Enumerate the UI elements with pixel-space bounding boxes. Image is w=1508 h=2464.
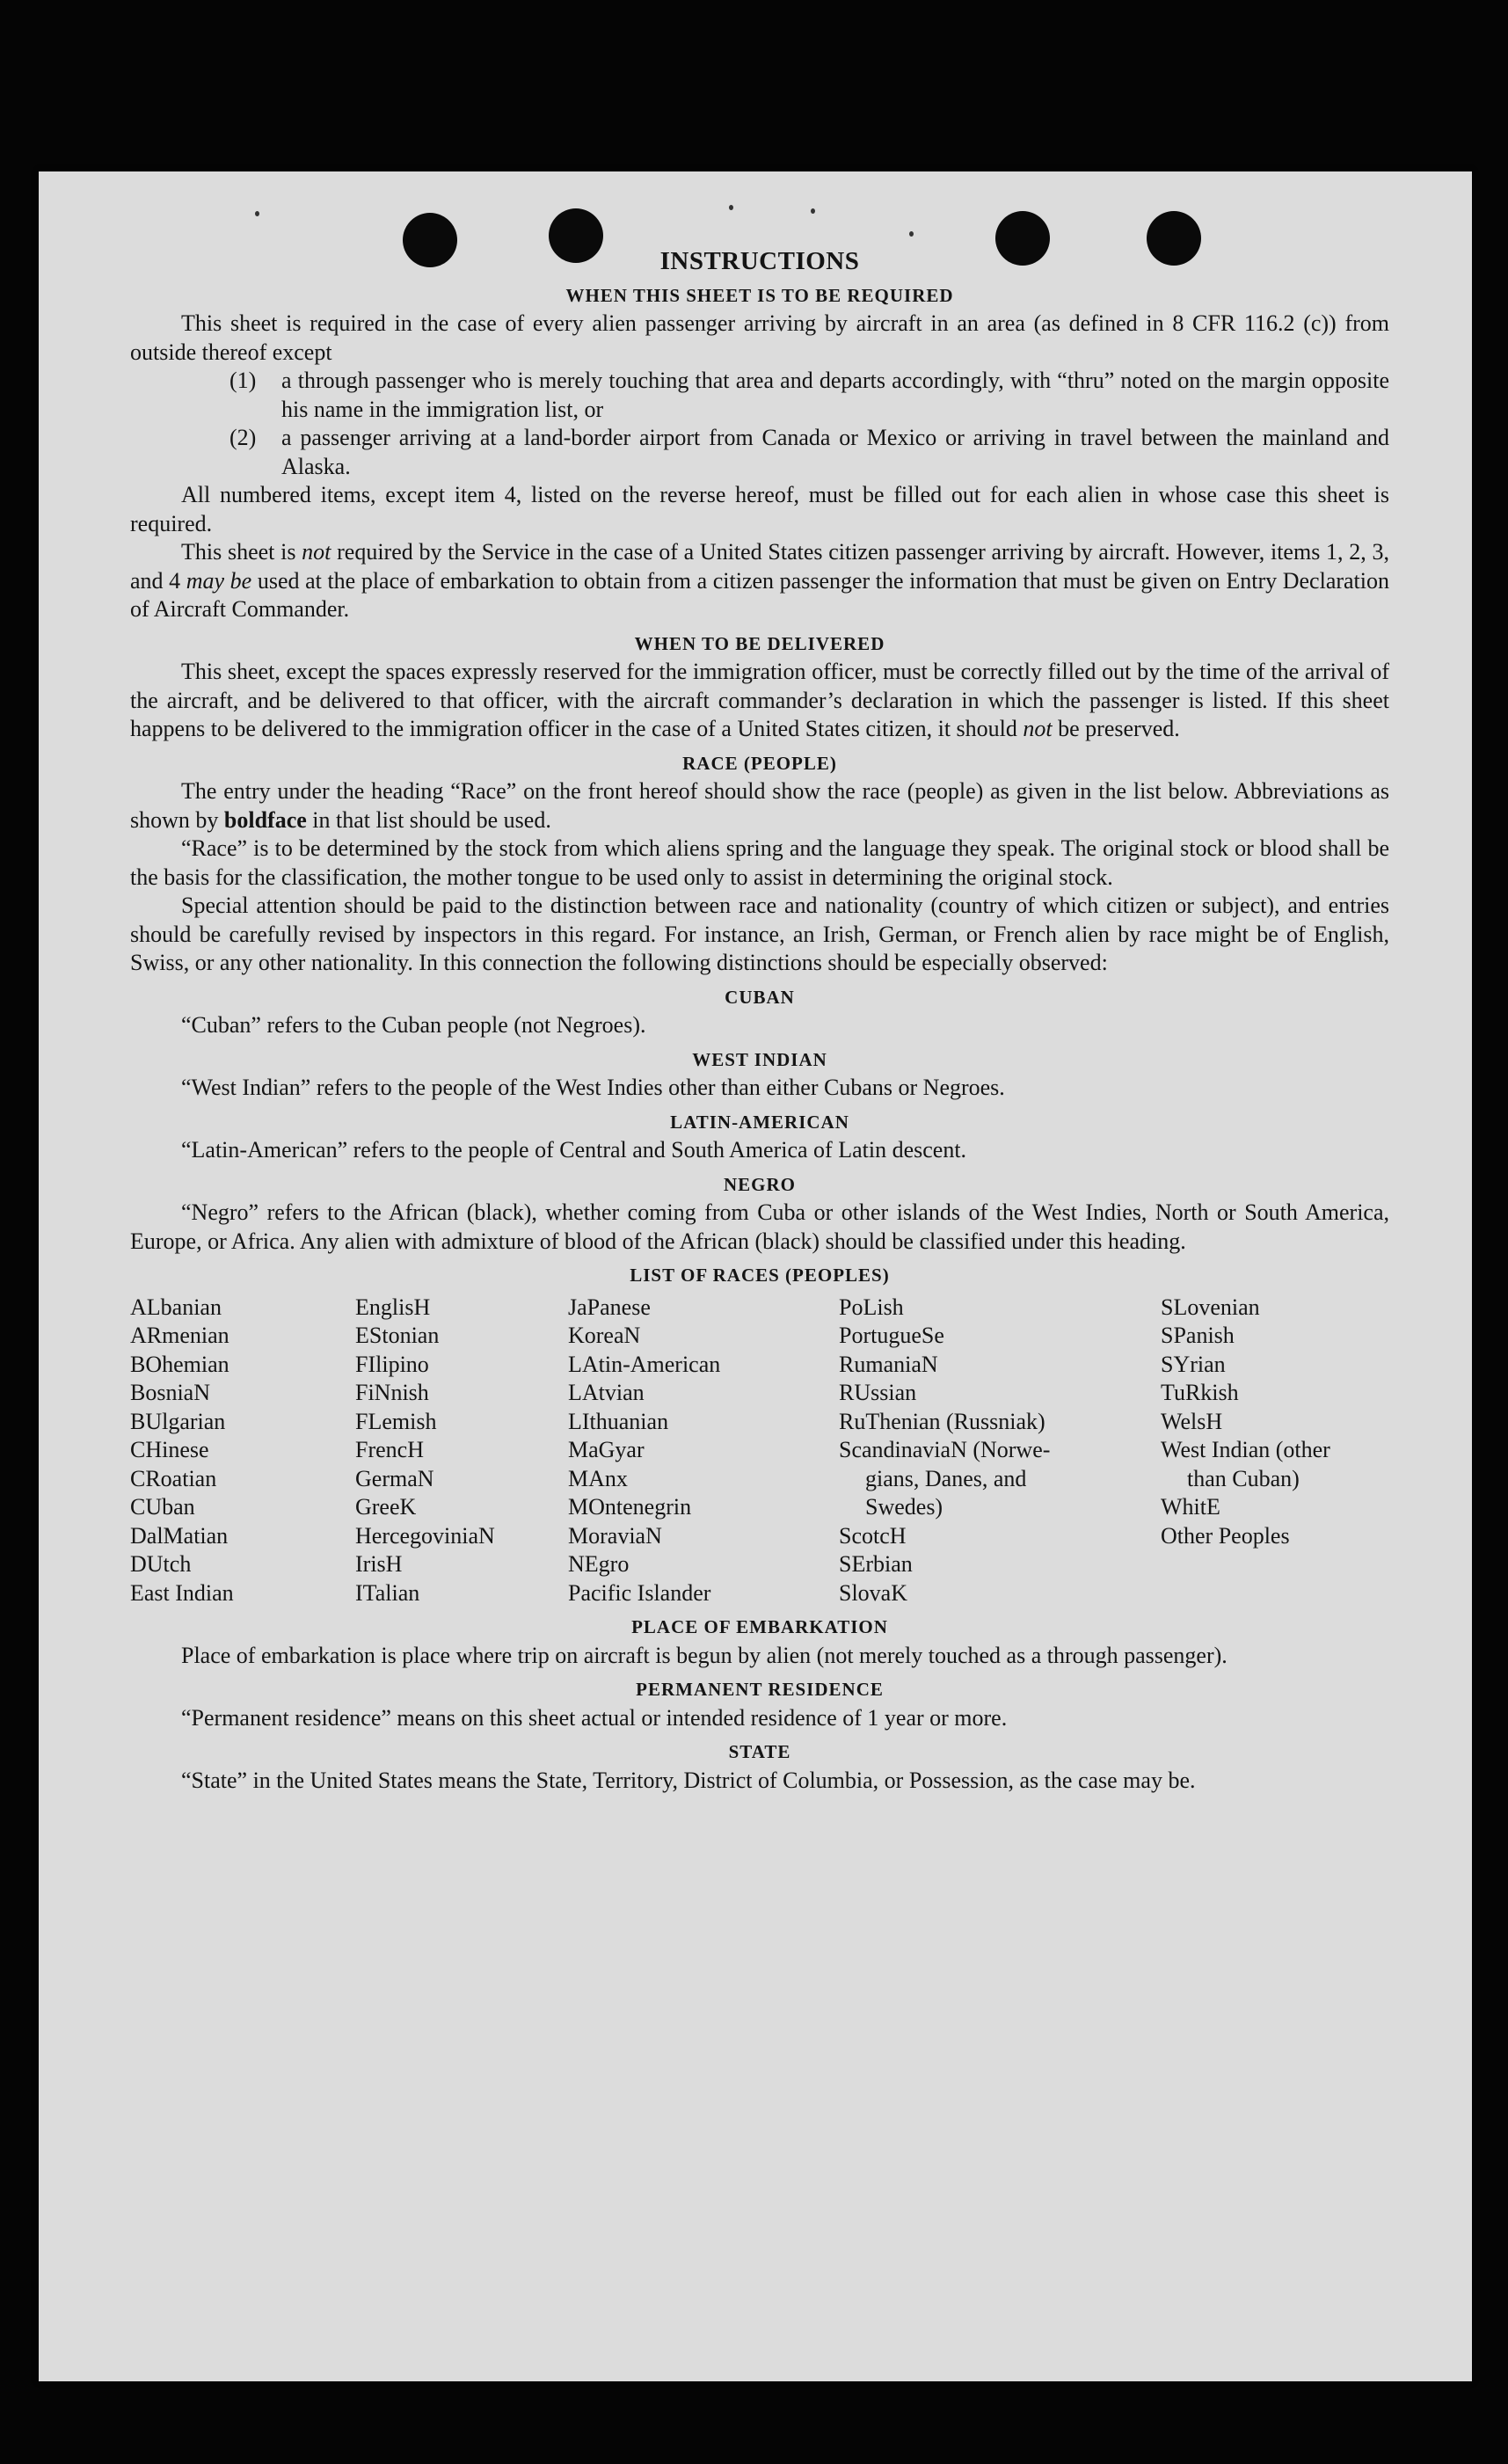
- race-item: IrisH: [355, 1551, 403, 1577]
- paragraph-race-nationality: Special attention should be paid to the distinction between race and nationality (country of which citizen or subject), and entries should be carefully revised by inspectors in this regard. For instance, an Irish, German, or French alien by race might be of English, Swiss, or any other nationality. In this connection the following distinctions should be especially observed:: [130, 893, 1389, 975]
- race-item: GermaN: [355, 1465, 434, 1491]
- race-item: ARmenian: [130, 1323, 229, 1348]
- race-item: FIlipino: [355, 1351, 429, 1377]
- paper-speck: [909, 231, 914, 237]
- heading-permanent-residence: PERMANENT RESIDENCE: [636, 1679, 884, 1700]
- paragraph-west-indian: “West Indian” refers to the people of the West Indies other than either Cubans or Negroes.: [181, 1075, 1005, 1100]
- race-column-4: [839, 1294, 1161, 1608]
- race-item: CHinese: [130, 1437, 209, 1462]
- paragraph-requirement: This sheet is required in the case of every alien passenger arriving by aircraft in an area (as defined in 8 CFR 116.2 (c)) from outside thereof except: [130, 310, 1389, 365]
- heading-list-of-races: LIST OF RACES (PEOPLES): [630, 1265, 890, 1286]
- race-item: PoLish: [839, 1294, 904, 1320]
- heading-when-delivered: WHEN TO BE DELIVERED: [634, 632, 885, 654]
- paragraph-numbered-items: All numbered items, except item 4, listed on the reverse hereof, must be filled out for each alien in whose case this sheet is required.: [130, 482, 1389, 536]
- exception-item-1: [130, 367, 1389, 424]
- race-item: BUlgarian: [130, 1408, 226, 1434]
- race-item: RuThenian (Russniak): [839, 1408, 1045, 1434]
- race-item: CRoatian: [130, 1465, 217, 1491]
- instructions-content: [130, 247, 1389, 1795]
- race-item: FLemish: [355, 1408, 437, 1434]
- heading-embarkation: PLACE OF EMBARKATION: [631, 1616, 888, 1637]
- exception-item-2: [130, 424, 1389, 481]
- race-column-2: [355, 1294, 568, 1608]
- race-item: HercegoviniaN: [355, 1522, 495, 1549]
- race-item: SlovaK: [839, 1579, 907, 1606]
- race-item: CUban: [130, 1494, 195, 1520]
- paragraph-citizen: This sheet is not required by the Service in the case of a United States citizen passenger arriving by aircraft. However, items 1, 2, 3, and 4 may be used at the place of embarkation to obtain from a citizen passenger the information that must be given on Entry Declaration of Aircraft Commander.: [130, 539, 1389, 622]
- heading-state: STATE: [728, 1741, 791, 1762]
- race-item: NEgro: [568, 1551, 630, 1577]
- race-item: GreeK: [355, 1494, 417, 1520]
- paragraph-cuban: “Cuban” refers to the Cuban people (not Negroes).: [181, 1012, 646, 1038]
- heading-negro: NEGRO: [723, 1173, 796, 1195]
- paper-speck: [811, 208, 815, 214]
- heading-west-indian: WEST INDIAN: [692, 1048, 827, 1070]
- paragraph-latin-american: “Latin-American” refers to the people of Central and South America of Latin descent.: [181, 1137, 967, 1163]
- document-sheet: [39, 171, 1472, 2381]
- race-item: SYrian: [1161, 1351, 1226, 1377]
- race-item: SErbian: [839, 1551, 913, 1577]
- race-item: WelsH: [1161, 1408, 1223, 1434]
- race-item: KoreaN: [568, 1323, 641, 1348]
- race-item: EStonian: [355, 1323, 440, 1348]
- race-item: ScotcH: [839, 1522, 907, 1549]
- race-item: FrencH: [355, 1437, 424, 1462]
- race-item: SLovenian: [1161, 1294, 1260, 1320]
- race-item: Other Peoples: [1161, 1522, 1290, 1549]
- race-item: DalMatian: [130, 1522, 229, 1549]
- race-item-continued: Swedes): [865, 1494, 943, 1520]
- race-item: EnglisH: [355, 1294, 431, 1320]
- race-item: DUtch: [130, 1551, 192, 1577]
- race-item: BosniaN: [130, 1380, 210, 1405]
- race-item: MoraviaN: [568, 1522, 662, 1549]
- race-item: SPanish: [1161, 1323, 1235, 1348]
- race-item: ALbanian: [130, 1294, 222, 1320]
- paragraph-embarkation: Place of embarkation is place where trip on aircraft is begun by alien (not merely touched as a through passenger).: [181, 1642, 1228, 1668]
- paper-speck: [729, 205, 733, 210]
- paragraph-race-entry: The entry under the heading “Race” on the front hereof should show the race (people) as given in the list below. Abbreviations as shown by boldface in that list should be used.: [130, 778, 1389, 833]
- heading-race: RACE (PEOPLE): [682, 752, 837, 774]
- race-item-continued: gians, Danes, and: [865, 1465, 1027, 1491]
- heading-when-required: WHEN THIS SHEET IS TO BE REQUIRED: [565, 284, 954, 306]
- race-item: MOntenegrin: [568, 1494, 692, 1520]
- heading-latin-american: LATIN-AMERICAN: [670, 1111, 849, 1133]
- paragraph-negro: “Negro” refers to the African (black), whether coming from Cuba or other islands of the West Indies, North or South America, Europe, or Africa. Any alien with admixture of blood of the African (black) should be classified under this heading.: [130, 1199, 1389, 1254]
- race-column-1: [130, 1294, 355, 1608]
- paragraph-delivery: This sheet, except the spaces expressly reserved for the immigration officer, must be correctly filled out by the time of the arrival of the aircraft, and be delivered to that officer, with the aircraft commander’s declaration in which the passenger is listed. If this sheet happens to be delivered to the immigration officer in the case of a United States citizen, it should not be preserved.: [130, 659, 1389, 741]
- item-number: (1): [229, 368, 257, 393]
- page-title: INSTRUCTIONS: [659, 247, 860, 275]
- item-text: a passenger arriving at a land-border airport from Canada or Mexico or arriving in travel between the mainland and Alaska.: [281, 425, 1389, 479]
- item-number: (2): [229, 425, 257, 450]
- item-text: a through passenger who is merely touching that area and departs accordingly, with “thru” noted on the margin opposite his name in the immigration list, or: [281, 368, 1389, 422]
- race-item: East Indian: [130, 1579, 234, 1606]
- race-item: LAtvian: [568, 1380, 645, 1405]
- race-item: ScandinaviaN (Norwe-: [839, 1437, 1051, 1462]
- race-item: WhitE: [1161, 1494, 1220, 1520]
- race-item: LAtin-American: [568, 1351, 721, 1377]
- race-item: JaPanese: [568, 1294, 651, 1320]
- race-column-5: [1161, 1294, 1389, 1608]
- race-column-3: [568, 1294, 839, 1608]
- race-item: West Indian (other: [1161, 1437, 1330, 1462]
- race-item: ITalian: [355, 1579, 420, 1606]
- heading-cuban: CUBAN: [725, 986, 795, 1008]
- paragraph-state: “State” in the United States means the State, Territory, District of Columbia, or Possession, as the case may be.: [181, 1767, 1196, 1793]
- race-item: RumaniaN: [839, 1351, 938, 1377]
- race-item: BOhemian: [130, 1351, 229, 1377]
- race-item: LIthuanian: [568, 1408, 669, 1434]
- race-item: Pacific Islander: [568, 1579, 711, 1606]
- race-item: MaGyar: [568, 1437, 645, 1462]
- paper-speck: [255, 211, 259, 216]
- race-item: RUssian: [839, 1380, 917, 1405]
- race-item: FiNnish: [355, 1380, 429, 1405]
- race-list: [130, 1294, 1389, 1608]
- paragraph-permanent-residence: “Permanent residence” means on this sheet actual or intended residence of 1 year or more.: [181, 1704, 1008, 1731]
- race-item-continued: than Cuban): [1187, 1465, 1300, 1491]
- race-item: TuRkish: [1161, 1380, 1239, 1405]
- race-item: PortugueSe: [839, 1323, 944, 1348]
- race-item: MAnx: [568, 1465, 628, 1491]
- paragraph-race-determined: “Race” is to be determined by the stock from which aliens spring and the language they speak. The original stock or blood shall be the basis for the classification, the mother tongue to be used only to assist in determining the original stock.: [130, 835, 1389, 890]
